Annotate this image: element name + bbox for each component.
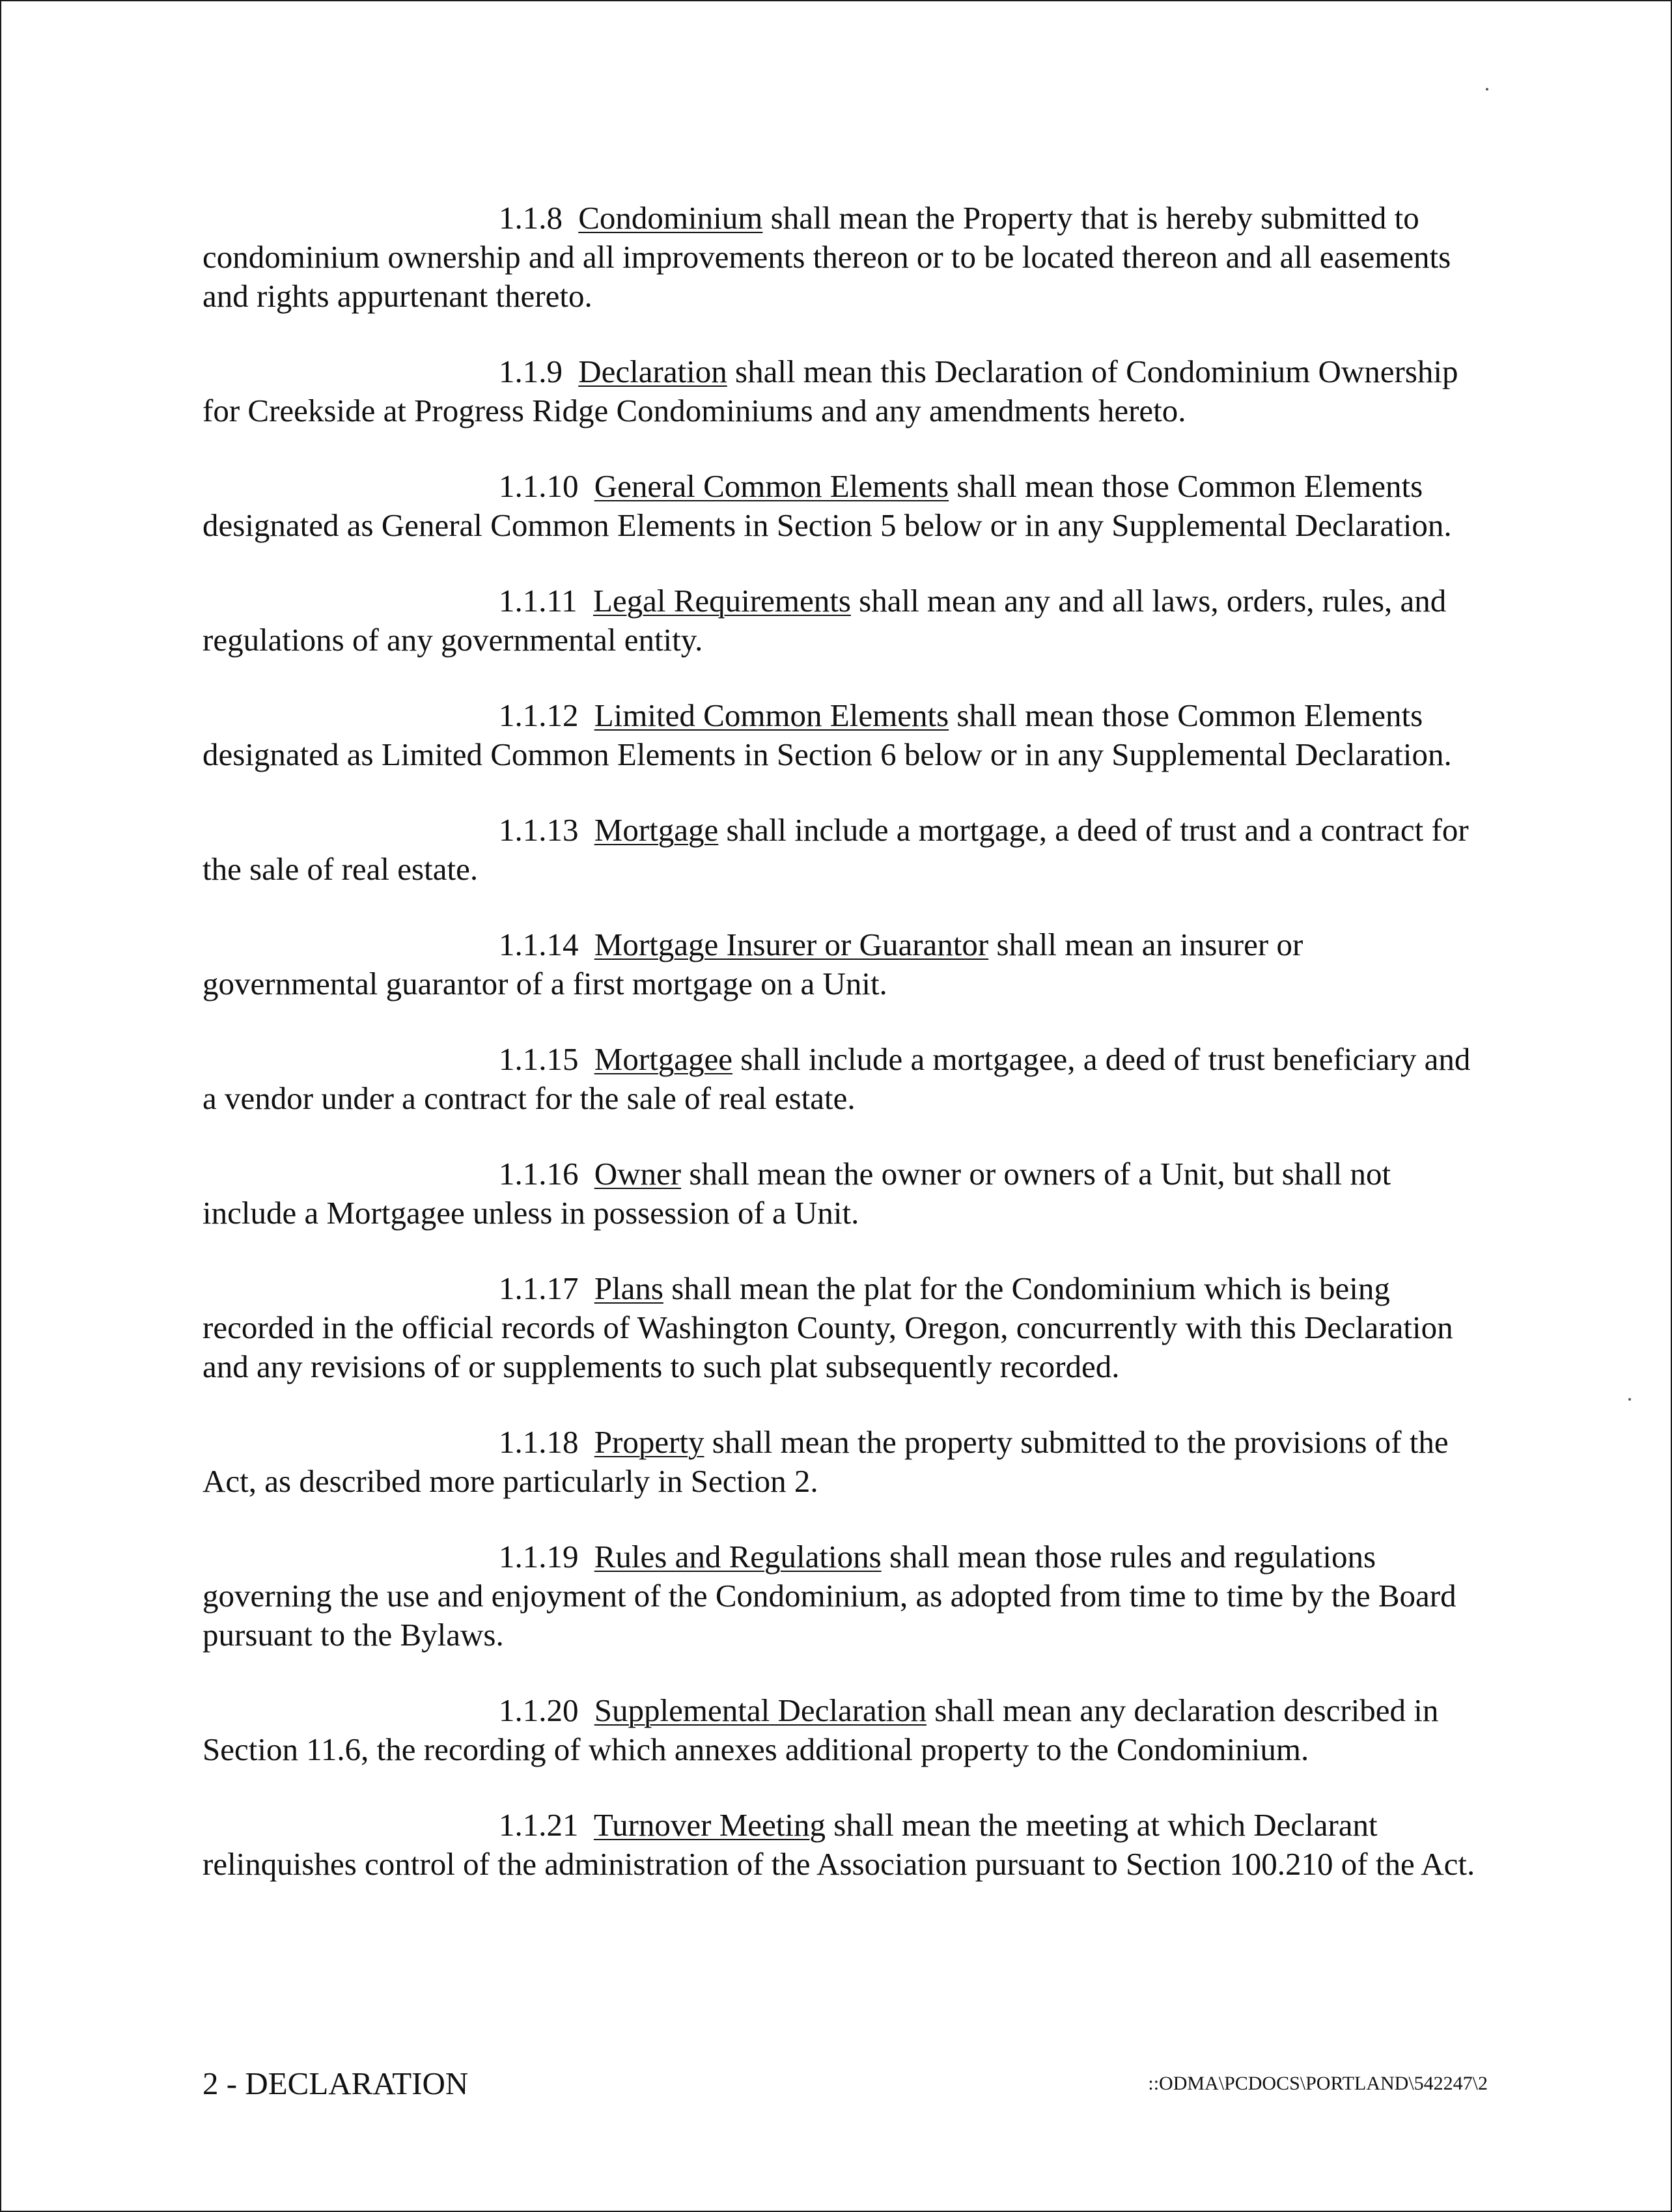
definition-term: Property	[594, 1424, 704, 1460]
document-body	[202, 199, 1479, 1920]
definition-paragraph	[202, 1155, 1479, 1233]
definition-paragraph	[202, 1040, 1479, 1118]
definition-paragraph	[202, 696, 1479, 774]
definition-term: General Common Elements	[594, 468, 949, 504]
definition-term: Limited Common Elements	[594, 697, 949, 733]
definition-term: Turnover Meeting	[593, 1807, 826, 1843]
definition-number: 1.1.12	[499, 697, 579, 733]
scan-speck	[1486, 88, 1488, 91]
definition-text: shall mean the meeting at which Declarant relinquishes control of the administration of the Association pursuant to Section 100.210 of the Act.	[202, 1807, 1475, 1882]
definition-text: shall mean those Common Elements designated as General Common Elements in Section 5 below or in any Supplemental Declaration.	[202, 468, 1452, 543]
definition-term: Mortgage Insurer or Guarantor	[594, 927, 989, 962]
definition-text: shall mean an insurer or governmental guarantor of a first mortgage on a Unit.	[202, 927, 1303, 1001]
definition-paragraph	[202, 1691, 1479, 1769]
definition-text: shall mean the owner or owners of a Unit, but shall not include a Mortgagee unless in possession of a Unit.	[202, 1156, 1391, 1231]
definition-paragraph	[202, 581, 1479, 660]
definition-text: shall mean the plat for the Condominium which is being recorded in the official records of Washington County, Oregon, concurrently with this Declaration and any revisions of or supplements to such plat subsequently recorded.	[202, 1270, 1453, 1384]
definition-term: Mortgagee	[594, 1041, 732, 1077]
definition-number: 1.1.18	[499, 1424, 579, 1460]
definition-text: shall mean any declaration described in Section 11.6, the recording of which annexes additional property to the Condominium.	[202, 1692, 1439, 1767]
definition-paragraph	[202, 925, 1479, 1003]
footer-page-label: 2 - DECLARATION	[202, 2065, 469, 2101]
definition-number: 1.1.19	[499, 1539, 579, 1575]
definition-number: 1.1.8	[499, 200, 563, 236]
definition-paragraph	[202, 1423, 1479, 1501]
definition-paragraph	[202, 1269, 1479, 1386]
definition-term: Rules and Regulations	[594, 1539, 882, 1575]
scan-speck	[1628, 1398, 1631, 1401]
definition-text: shall mean this Declaration of Condominium Ownership for Creekside at Progress Ridge Condominiums and any amendments hereto.	[202, 354, 1458, 428]
definition-text: shall include a mortgage, a deed of trust and a contract for the sale of real estate.	[202, 812, 1469, 887]
definition-paragraph	[202, 1806, 1479, 1884]
definition-number: 1.1.13	[499, 812, 579, 848]
definition-number: 1.1.15	[499, 1041, 579, 1077]
definition-paragraph	[202, 199, 1479, 316]
definition-paragraph	[202, 1537, 1479, 1655]
definition-number: 1.1.11	[499, 583, 578, 619]
definition-number: 1.1.16	[499, 1156, 579, 1192]
definition-text: shall mean those rules and regulations governing the use and enjoyment of the Condominium, as adopted from time to time by the Board pursuant to the Bylaws.	[202, 1539, 1456, 1653]
footer-document-id: ::ODMA\PCDOCS\PORTLAND\542247\2	[1148, 2073, 1488, 2094]
definition-term: Plans	[594, 1270, 663, 1306]
definition-text: shall mean the property submitted to the provisions of the Act, as described more particularly in Section 2.	[202, 1424, 1449, 1499]
definition-term: Condominium	[578, 200, 763, 236]
definition-number: 1.1.21	[499, 1807, 579, 1843]
definition-number: 1.1.17	[499, 1270, 579, 1306]
definition-term: Declaration	[578, 354, 727, 389]
definition-text: shall include a mortgagee, a deed of trust beneficiary and a vendor under a contract for the sale of real estate.	[202, 1041, 1471, 1116]
definition-term: Mortgage	[594, 812, 719, 848]
definition-text: shall mean any and all laws, orders, rules, and regulations of any governmental entity.	[202, 583, 1447, 658]
definition-text: shall mean the Property that is hereby submitted to condominium ownership and all improvements thereon or to be located thereon and all easements and rights appurtenant thereto.	[202, 200, 1451, 314]
definition-term: Supplemental Declaration	[594, 1692, 927, 1728]
definition-number: 1.1.9	[499, 354, 563, 389]
definition-text: shall mean those Common Elements designated as Limited Common Elements in Section 6 below or in any Supplemental Declaration.	[202, 697, 1452, 772]
definition-number: 1.1.14	[499, 927, 579, 962]
definition-term: Legal Requirements	[592, 583, 851, 619]
definition-number: 1.1.10	[499, 468, 579, 504]
definition-term: Owner	[594, 1156, 682, 1192]
definition-number: 1.1.20	[499, 1692, 579, 1728]
definition-paragraph	[202, 352, 1479, 430]
definition-paragraph	[202, 811, 1479, 889]
definition-paragraph	[202, 467, 1479, 545]
